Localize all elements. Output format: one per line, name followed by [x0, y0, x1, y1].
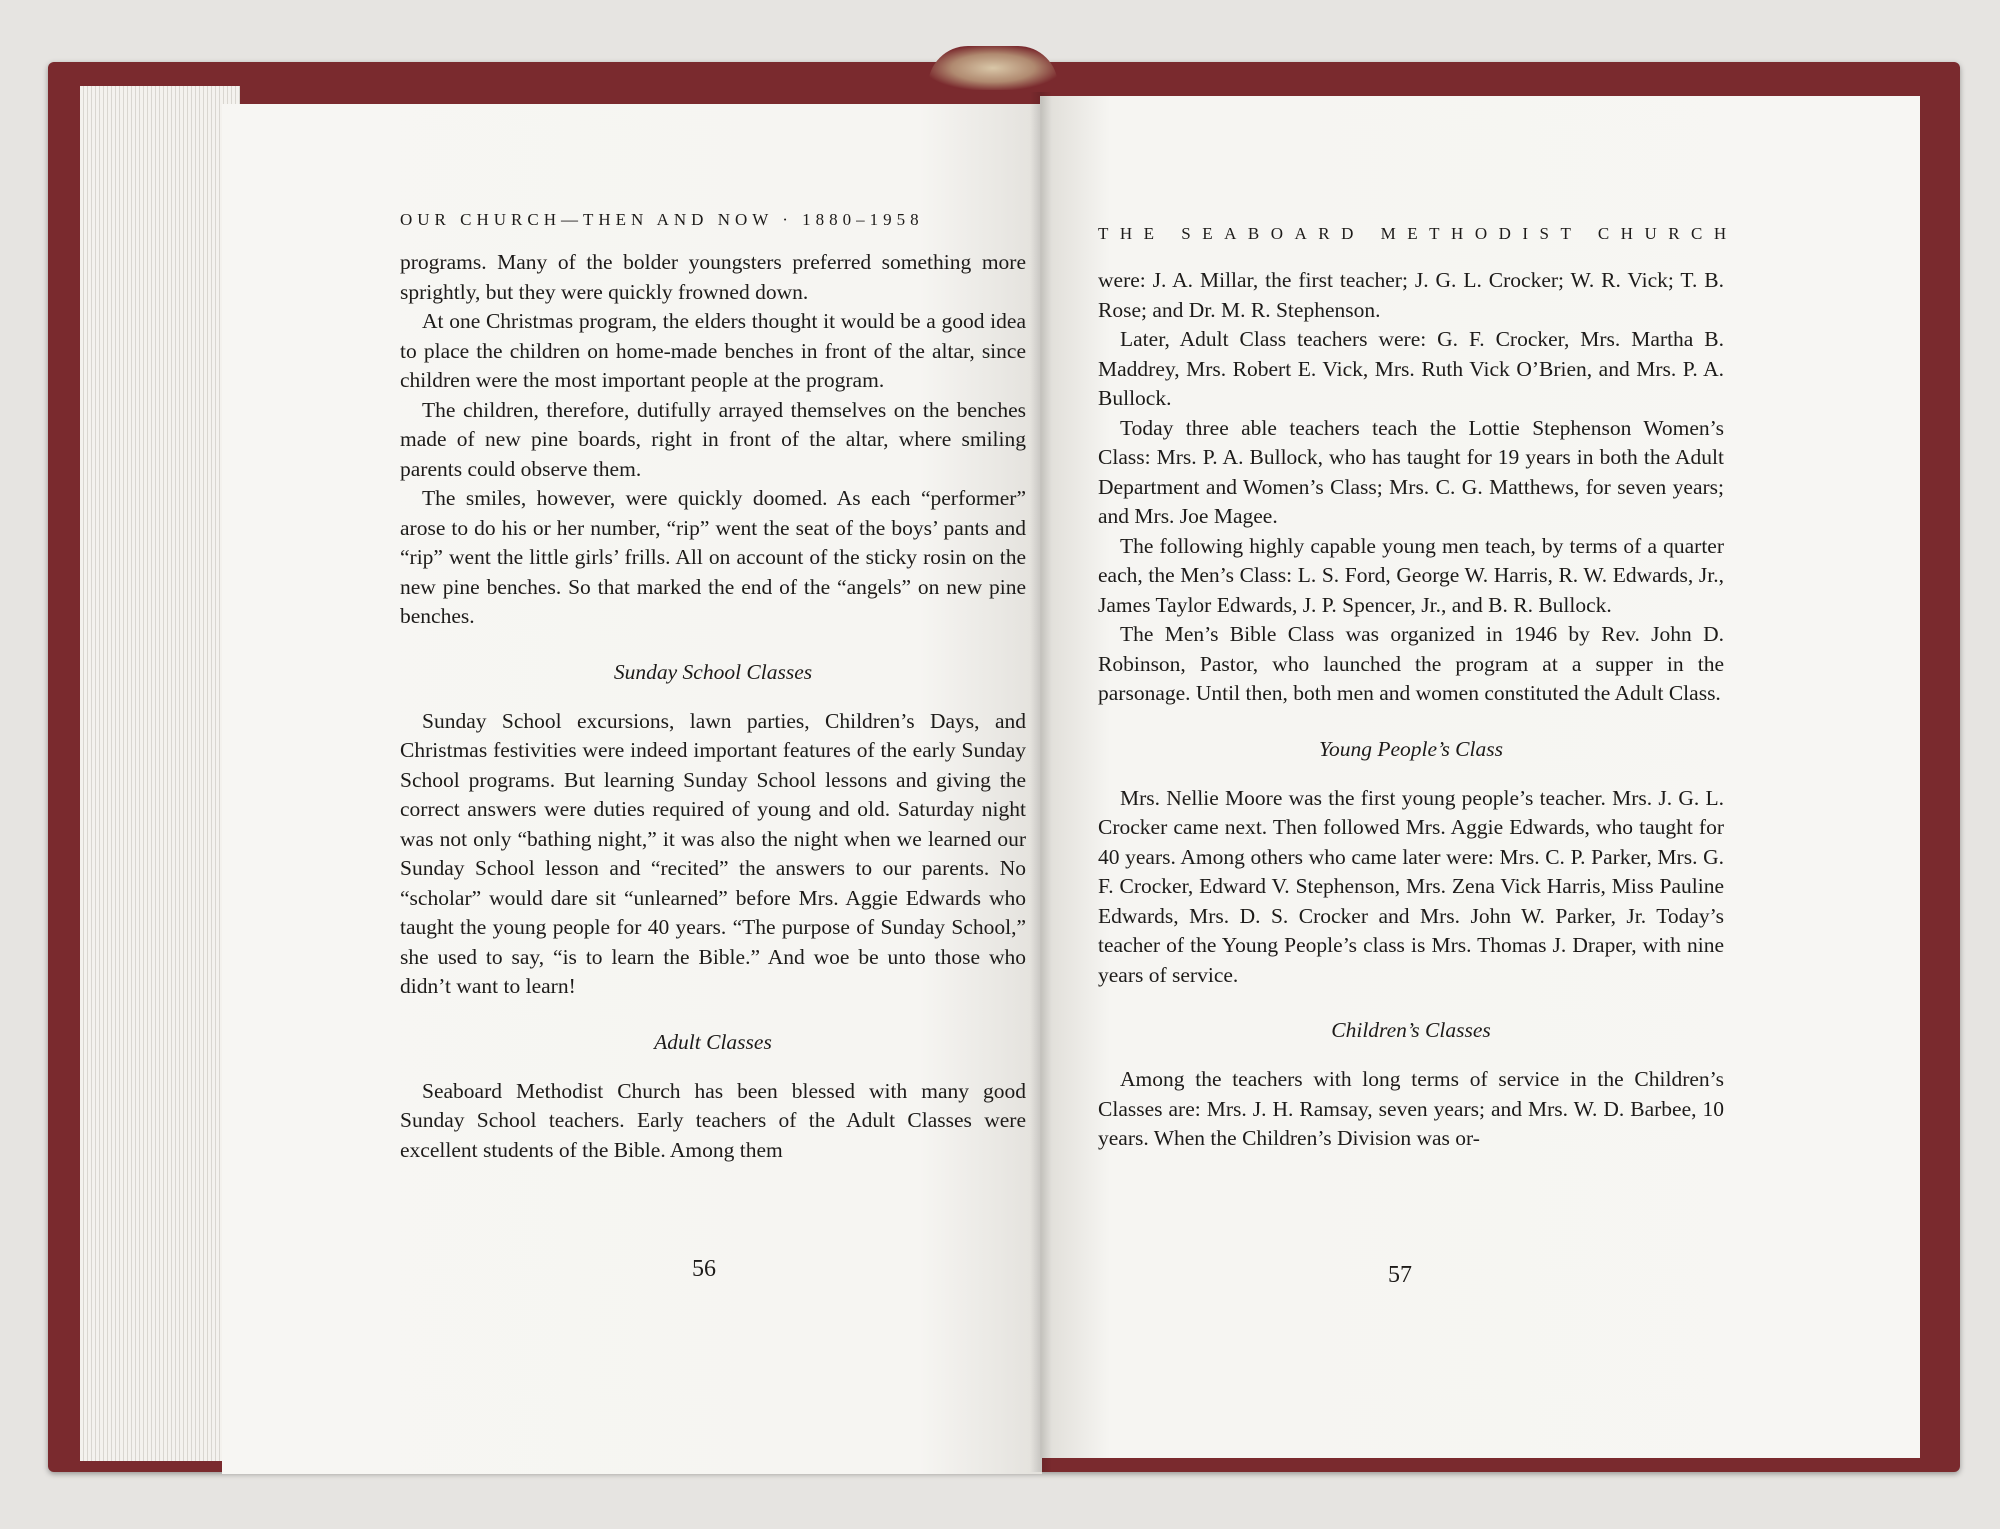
right-page-number: 57 [1388, 1262, 1412, 1288]
paragraph: The children, therefore, dutifully arrayed themselves on the benches made of new pine boards, right in front of the altar, where smiling parents could observe them. [400, 397, 1026, 481]
paragraph: Sunday School excursions, lawn parties, Children’s Days, and Christmas festivities were indeed important features of the early Sunday School programs. But learning Sunday School lessons and giving the correct answers were duties required of young and old. Saturday night was not only “bathing night,” it was also the night when we learned our Sunday School lesson and “recited” the answers to our parents. No “scholar” would dare sit “unlearned” before Mrs. Aggie Edwards who taught the young people for 40 years. “The purpose of Sunday School,” she used to say, “is to learn the Bible.” And woe be unto those who didn’t want to learn! [400, 708, 1026, 998]
section-heading-young-peoples-class: Young People’s Class [1319, 736, 1503, 761]
paragraph: Seaboard Methodist Church has been blessed with many good Sunday School teachers. Early teachers of the Adult Classes were excellent students of the Bible. Among them [400, 1078, 1026, 1162]
paragraph: Mrs. Nellie Moore was the first young people’s teacher. Mrs. J. G. L. Crocker came next. Then followed Mrs. Aggie Edwards, who taught for 40 years. Among others who came later were: Mrs. C. P. Parker, Mrs. G. F. Crocker, Edward V. Stephenson, Mrs. Zena Vick Harris, Miss Pauline Edwards, Mrs. D. S. Crocker and Mrs. John W. Parker, Jr. Today’s teacher of the Young People’s class is Mrs. Thomas J. Draper, with nine years of service. [1098, 785, 1724, 987]
paragraph: Today three able teachers teach the Lottie Stephenson Women’s Class: Mrs. P. A. Bullock, who has taught for 19 years in both the Adult Department and Women’s Class; Mrs. C. G. Matthews, for seven years; and Mrs. Joe Magee. [1098, 415, 1724, 528]
paragraph: The Men’s Bible Class was organized in 1946 by Rev. John D. Robinson, Pastor, who launched the program at a supper in the parsonage. Until then, both men and women constituted the Adult Class. [1098, 622, 1724, 705]
right-page-text-column [1098, 210, 1738, 1154]
section-heading-childrens-classes: Children’s Classes [1331, 1018, 1491, 1042]
book-spine-headband [928, 46, 1058, 90]
right-body-text [1098, 266, 1724, 1154]
section-heading-adult-classes: Adult Classes [654, 1029, 772, 1054]
left-page-stack-edge [80, 86, 240, 1461]
section-heading-sunday-school: Sunday School Classes [613, 659, 813, 684]
paragraph: The following highly capable young men teach, by terms of a quarter each, the Men’s Class: L. S. Ford, George W. Harris, R. W. Edwards, Jr., James Taylor Edwards, J. P. Spencer, Jr., and B. R. Bullock. [1098, 533, 1724, 617]
paragraph: were: J. A. Millar, the first teacher; J. G. L. Crocker; W. R. Vick; T. B. Rose; and Dr. M. R. Stephenson. [1098, 268, 1724, 322]
paragraph: Among the teachers with long terms of service in the Children’s Classes are: Mrs. J. H. Ramsay, seven years; and Mrs. W. D. Barbee, 10 years. When the Children’s Division was or- [1098, 1067, 1724, 1150]
left-page-number: 56 [692, 1256, 716, 1282]
paragraph: programs. Many of the bolder youngsters preferred something more sprightly, but they were quickly frowned down. [400, 250, 1026, 304]
book-gutter [1030, 92, 1052, 1472]
left-body-text [400, 248, 1026, 1165]
paragraph: Later, Adult Class teachers were: G. F. Crocker, Mrs. Martha B. Maddrey, Mrs. Robert E. Vick, Mrs. Ruth Vick O’Brien, and Mrs. P. A. Bullock. [1098, 327, 1724, 410]
paragraph: At one Christmas program, the elders thought it would be a good idea to place the children on home-made benches in front of the altar, since children were the most important people at the program. [400, 309, 1026, 392]
left-page-text-column [400, 210, 1026, 1165]
paragraph: The smiles, however, were quickly doomed. As each “performer” arose to do his or her number, “rip” went the seat of the boys’ pants and “rip” went the little girls’ frills. All on account of the sticky rosin on the new pine benches. So that marked the end of the “angels” on new pine benches. [400, 486, 1026, 628]
right-running-head: THE SEABOARD METHODIST CHURCH [1098, 224, 1738, 243]
left-running-head: OUR CHURCH—THEN AND NOW · 1880–1958 [400, 210, 924, 229]
